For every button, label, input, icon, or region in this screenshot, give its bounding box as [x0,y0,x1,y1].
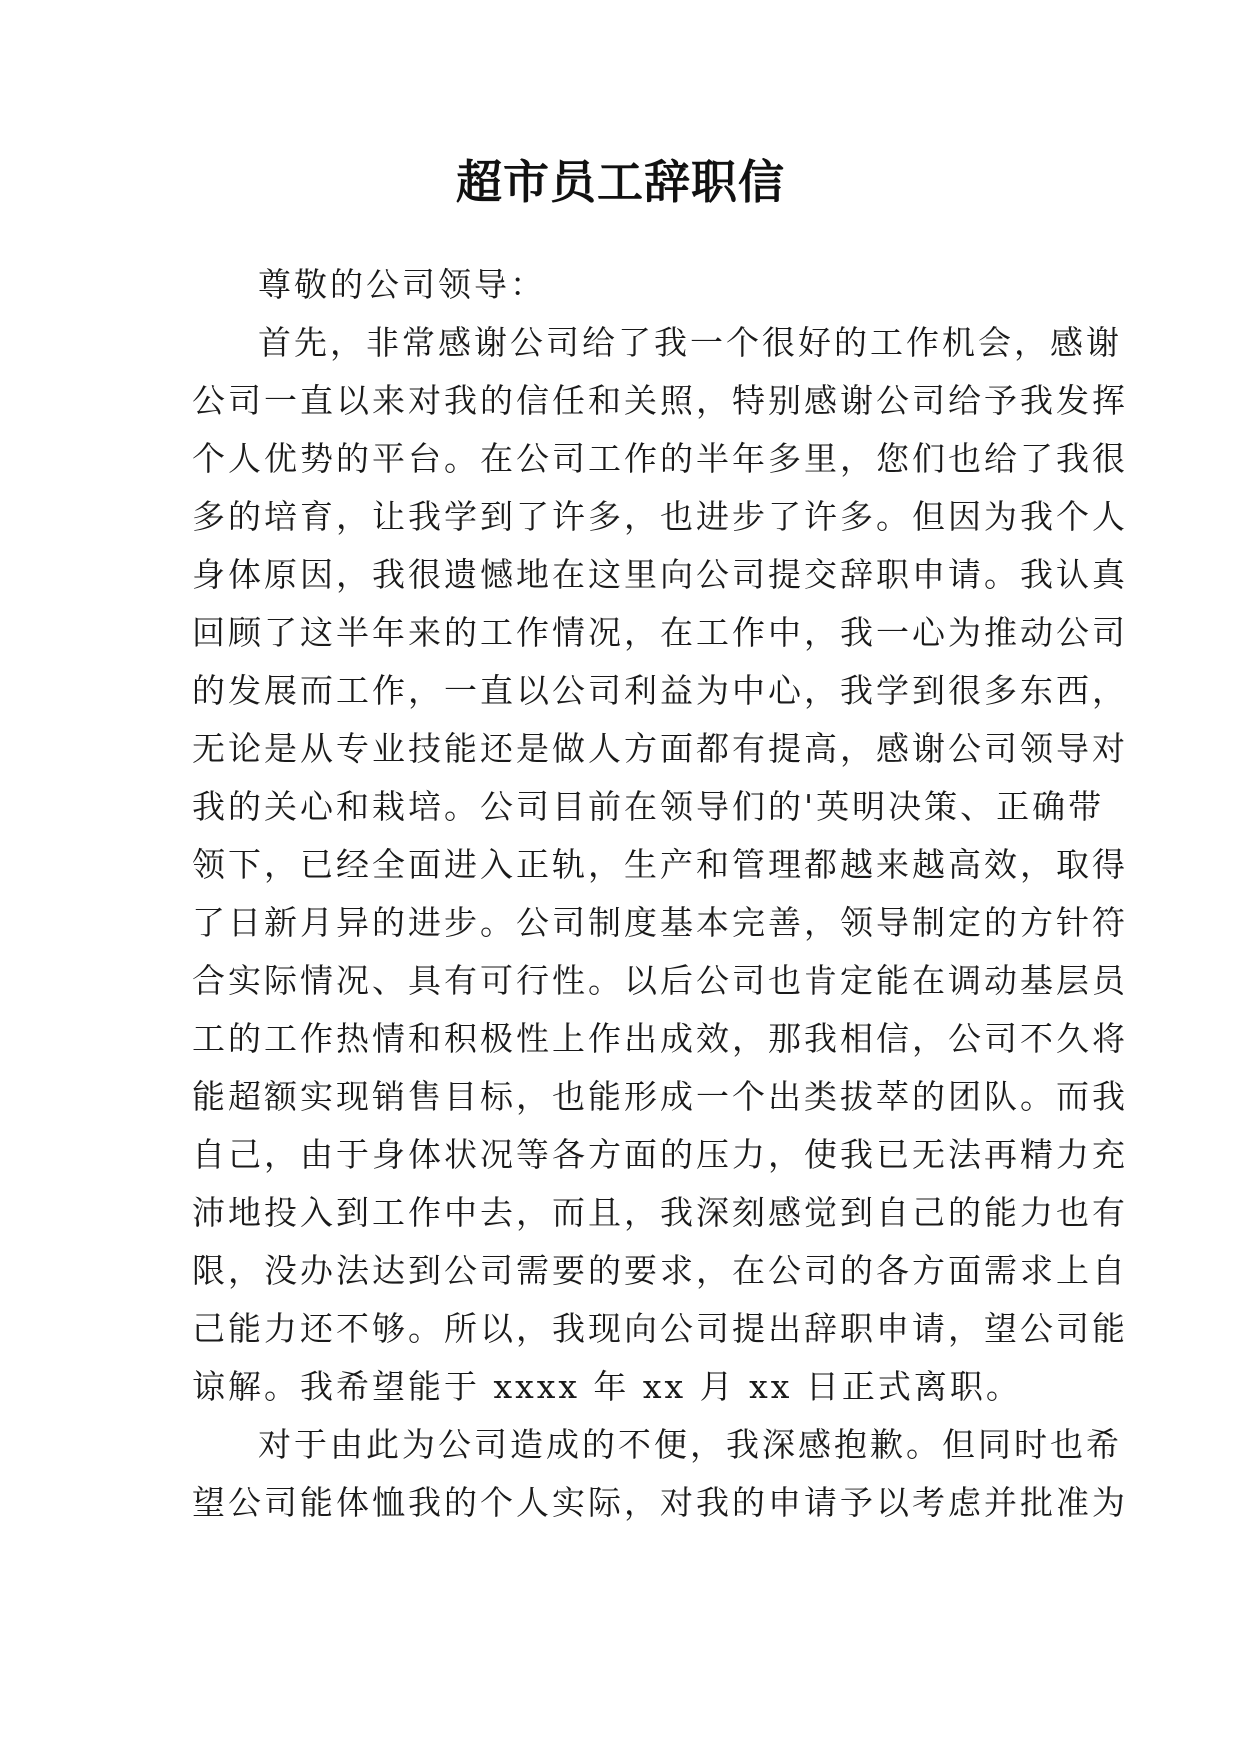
salutation: 尊敬的公司领导： [258,265,546,304]
paragraph-1-line: 无论是从专业技能还是做人方面都有提高，感谢公司领导对 [192,729,1128,768]
paragraph-1-line: 回顾了这半年来的工作情况，在工作中，我一心为推动公司 [192,613,1128,652]
paragraph-1-line: 限，没办法达到公司需要的要求，在公司的各方面需求上自 [192,1251,1128,1290]
paragraph-1-line: 合实际情况、具有可行性。以后公司也肯定能在调动基层员 [192,961,1128,1000]
paragraph-2-line: 望公司能体恤我的个人实际，对我的申请予以考虑并批准为 [192,1483,1128,1522]
paragraph-1-line: 身体原因，我很遗憾地在这里向公司提交辞职申请。我认真 [192,555,1128,594]
document-title: 超市员工辞职信 [456,155,785,209]
paragraph-1-line: 工的工作热情和积极性上作出成效，那我相信，公司不久将 [192,1019,1128,1058]
paragraph-1-line: 己能力还不够。所以，我现向公司提出辞职申请，望公司能 [192,1309,1128,1348]
paragraph-2-line: 对于由此为公司造成的不便，我深感抱歉。但同时也希 [258,1425,1122,1464]
paragraph-1-line: 谅解。我希望能于 xxxx 年 xx 月 xx 日正式离职。 [192,1367,1022,1406]
paragraph-1-line: 沛地投入到工作中去，而且，我深刻感觉到自己的能力也有 [192,1193,1128,1232]
paragraph-1-line: 多的培育，让我学到了许多，也进步了许多。但因为我个人 [192,497,1128,536]
paragraph-1-line: 公司一直以来对我的信任和关照，特别感谢公司给予我发挥 [192,381,1128,420]
paragraph-1-line: 首先，非常感谢公司给了我一个很好的工作机会，感谢 [258,323,1122,362]
paragraph-1-line: 领下，已经全面进入正轨，生产和管理都越来越高效，取得 [192,845,1128,884]
paragraph-1-line: 的发展而工作，一直以公司利益为中心，我学到很多东西， [192,671,1128,710]
paragraph-1-line: 个人优势的平台。在公司工作的半年多里，您们也给了我很 [192,439,1128,478]
letter-body [192,256,1128,1532]
paragraph-1-line: 我的关心和栽培。公司目前在领导们的'英明决策、正确带 [192,787,1105,826]
paragraph-1-line: 了日新月异的进步。公司制度基本完善，领导制定的方针符 [192,903,1128,942]
paragraph-1-line: 自己，由于身体状况等各方面的压力，使我已无法再精力充 [192,1135,1128,1174]
paragraph-1-line: 能超额实现销售目标，也能形成一个出类拔萃的团队。而我 [192,1077,1128,1116]
